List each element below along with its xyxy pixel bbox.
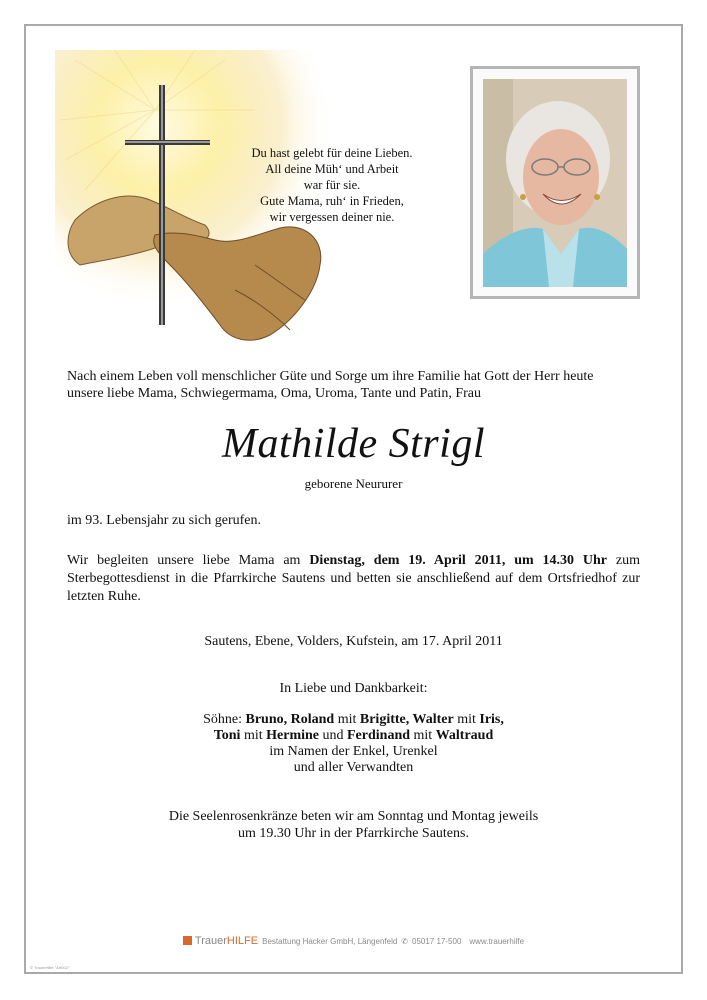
portrait-photo bbox=[483, 79, 627, 287]
rosary-text bbox=[0, 808, 707, 842]
rosary-line-2: um 19.30 Uhr in der Pfarrkirche Sautens. bbox=[238, 826, 469, 841]
poem-line: war für sie. bbox=[303, 178, 361, 192]
burial-post: zum Sterbegottesdienst in die Pfarrkirche Sautens und betten sie anschließend auf dem Ortsfriedhof zur letzten Ruhe. bbox=[67, 553, 640, 604]
family-line-3: im Namen der Enkel, Urenkel bbox=[269, 744, 438, 759]
footer bbox=[0, 935, 707, 947]
trauerhilfe-logo-icon bbox=[183, 936, 192, 945]
maiden-name: geborene Neururer bbox=[304, 476, 403, 491]
footer-company: Bestattung Hacker GmbH, Längenfeld bbox=[262, 937, 398, 946]
copyright-credit: © TrauerHilfe "Art002" bbox=[30, 965, 70, 970]
family-names: Iris, bbox=[479, 712, 504, 727]
poem-line: wir vergessen deiner nie. bbox=[269, 210, 395, 224]
burial-pre: Wir begleiten unsere liebe Mama am bbox=[67, 553, 310, 568]
burial-date: Dienstag, dem 19. April 2011, um 14.30 Uhr bbox=[309, 553, 608, 568]
family-names: Bruno, Roland bbox=[245, 712, 335, 727]
brand-part: Trauer bbox=[194, 935, 227, 947]
poem-line: Du hast gelebt für deine Lieben. bbox=[251, 146, 413, 160]
family-names: Hermine bbox=[266, 728, 319, 743]
footer-phone: 05017 17-500 bbox=[412, 937, 462, 946]
rosary-line-1: Die Seelenrosenkränze beten wir am Sonntag und Montag jeweils bbox=[168, 809, 539, 824]
family-connector: mit bbox=[334, 712, 360, 727]
sons-label: Söhne: bbox=[203, 712, 246, 727]
intro-text bbox=[67, 368, 640, 402]
family-connector: und bbox=[319, 728, 347, 743]
intro-line-1: Nach einem Leben voll menschlicher Güte und Sorge um ihre Familie hat Gott der Herr heute bbox=[67, 369, 594, 384]
family-names: Ferdinand bbox=[347, 728, 411, 743]
footer-brand bbox=[195, 935, 258, 947]
family-names: Brigitte, Walter bbox=[359, 712, 454, 727]
age-text: im 93. Lebensjahr zu sich gerufen. bbox=[67, 513, 261, 528]
poem bbox=[232, 145, 432, 225]
family-list bbox=[0, 712, 707, 776]
deceased-name: Mathilde Strigl bbox=[222, 421, 485, 467]
phone-icon: ✆ bbox=[401, 937, 408, 946]
brand-part: HILFE bbox=[226, 935, 259, 947]
family-line-4: und aller Verwandten bbox=[293, 760, 414, 775]
thanks-heading: In Liebe und Dankbarkeit: bbox=[279, 681, 428, 696]
family-names: Toni bbox=[213, 728, 241, 743]
family-line-1 bbox=[0, 712, 707, 728]
family-connector: mit bbox=[410, 728, 436, 743]
family-connector: mit bbox=[240, 728, 267, 743]
burial-text bbox=[67, 552, 640, 606]
place-date: Sautens, Ebene, Volders, Kufstein, am 17. April 2011 bbox=[204, 634, 503, 649]
family-names: Waltraud bbox=[435, 728, 494, 743]
family-connector: mit bbox=[453, 712, 480, 727]
poem-line: All deine Müh‘ und Arbeit bbox=[265, 162, 399, 176]
family-line-2 bbox=[0, 728, 707, 744]
footer-web[interactable]: www.trauerhilfe bbox=[469, 937, 525, 946]
intro-line-2: unsere liebe Mama, Schwiegermama, Oma, Uroma, Tante und Patin, Frau bbox=[67, 386, 481, 401]
portrait-frame bbox=[470, 66, 640, 299]
poem-line: Gute Mama, ruh‘ in Frieden, bbox=[260, 194, 404, 208]
